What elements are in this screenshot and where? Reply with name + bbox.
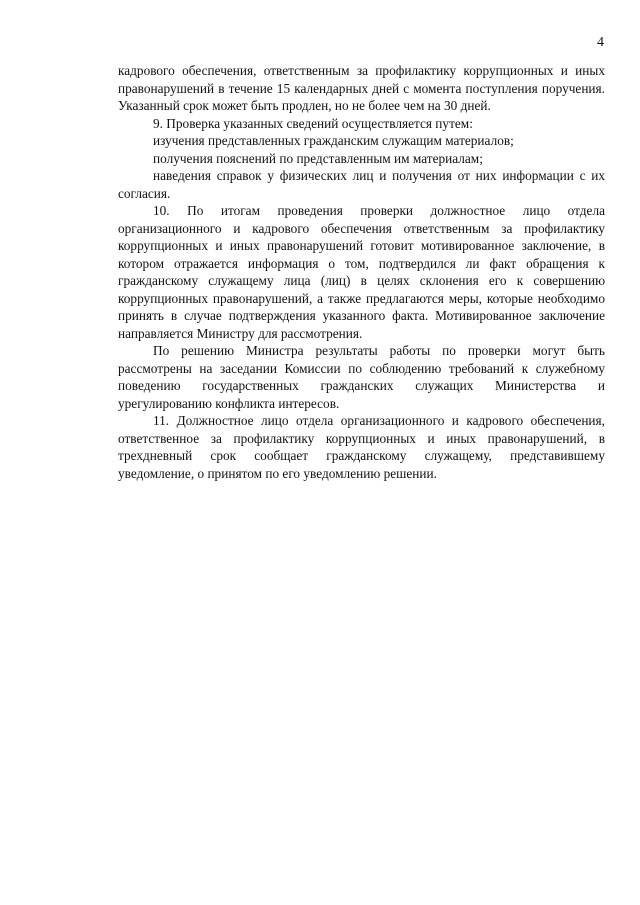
paragraph-item-10: 10. По итогам проведения проверки должностное лицо отдела организационного и кадрового обеспечения ответственным за профилактику коррупционных и иных правонарушений готовит мотивированное заключение, в котором отражается информация о том, подтвердился ли факт обращения к гражданскому служащему лица (лиц) в целях склонения его к совершению коррупционных правонарушений, а также предлагаются меры, которые необходимо принять в случае подтверждения указанного факта. Мотивированное заключение направляется Министру для рассмотрения. [118,203,605,341]
page-number: 4 [597,35,604,50]
paragraph-item-9: 9. Проверка указанных сведений осуществляется путем: [153,115,473,131]
paragraph-minister-decision: По решению Министра результаты работы по проверки могут быть рассмотрены на заседании Комиссии по соблюдению требований к служебному поведению государственных гражданских служащих Министерства и урегулированию конфликта интересов. [118,343,605,411]
paragraph-item-9-method-2: получения пояснений по представленным им материалам; [153,150,483,166]
paragraph-item-9-method-1: изучения представленных гражданским служащим материалов; [153,133,514,148]
document-body [118,62,605,482]
paragraph-continuation: кадрового обеспечения, ответственным за профилактику коррупционных и иных правонарушений в течение 15 календарных дней с момента поступления поручения. Указанный срок может быть продлен, но не более чем на 30 дней. [118,63,605,113]
paragraph-item-9-method-3: наведения справок у физических лиц и получения от них информации с их согласия. [118,168,605,201]
paragraph-item-11: 11. Должностное лицо отдела организационного и кадрового обеспечения, ответственное за профилактику коррупционных и иных правонарушений, в трехдневный срок сообщает гражданскому служащему, представившему уведомление, о принятом по его уведомлению решении. [118,413,605,481]
